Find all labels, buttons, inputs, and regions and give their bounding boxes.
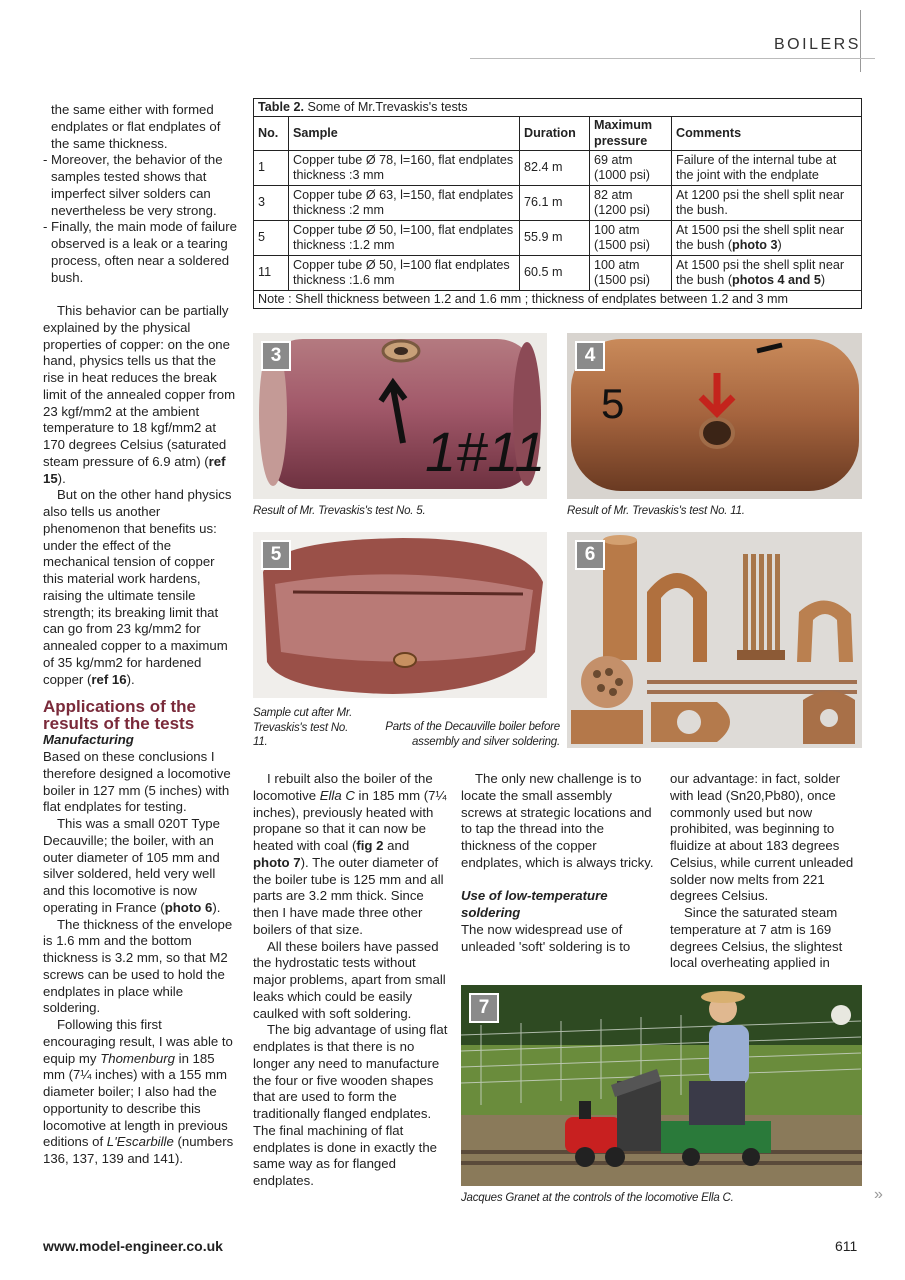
paragraph-thomenburg: Following this first encouraging result, I was able to equip my Thomenburg in 185 mm (7¼ inches) with a 155 mm diameter boiler; I also had the opportunity to describe this locomotive at length in previous editions of L'Escarbille (numbers 136, 137, 139 and 141).: [43, 1017, 234, 1166]
table-title-row: Table 2. Some of Mr.Trevaskis's tests: [254, 99, 862, 117]
copper-cylinder-image: [253, 333, 547, 499]
page-number: 611: [835, 1238, 858, 1254]
photo-number-badge: 5: [261, 540, 291, 570]
paragraph-unleaded: The now widespread use of unleaded 'soft' soldering is to: [461, 921, 631, 954]
bullet-behavior: - Moreover, the behavior of the samples tested shows that imperfect silver solders can nevertheless be very strong.: [43, 152, 223, 218]
section-header: BOILERS: [774, 36, 861, 53]
photo-3-caption: Result of Mr. Trevaskis's test No. 5.: [253, 505, 426, 517]
paragraph-behavior-explained: This behavior can be partially explained by the physical properties of copper: on the one hand, physics tells us that the rise in heat reduces the break limit of the annealed copper from 23 kgf/mm2 at the ambient temperature to 18 kgf/mm2 at 170 degrees Celsius (saturated steam pressure of 6.9 atm) (ref 15).: [43, 303, 236, 486]
paragraph-flat-endplates: The big advantage of using flat endplates is that there is no longer any need to manufacture the four or five wooden shapes that are used to form the traditionally flanged endplates. The final machining of flat endplates is done in exactly the same way as for flanged endplates.: [253, 1022, 448, 1188]
website-url: www.model-engineer.co.uk: [43, 1238, 223, 1254]
photo-5: [253, 532, 547, 698]
table-row: 1 Copper tube Ø 78, l=160, flat endplates thickness :3 mm 82.4 m 69 atm (1000 psi) Failure of the internal tube at the joint with the endplate: [254, 151, 862, 186]
cut-sample-image: [253, 532, 547, 698]
photo-number-badge: 4: [575, 341, 605, 371]
paragraph-hydrostatic: All these boilers have passed the hydrostatic tests without major problems, apart from small leaks which could be easily caulked with soft soldering.: [253, 938, 446, 1021]
table-row: 5 Copper tube Ø 50, l=100, flat endplates thickness :1.2 mm 55.9 m 100 atm (1500 psi) At 1500 psi the shell split near the bush (photo 3): [254, 221, 862, 256]
table-row: 11 Copper tube Ø 50, l=100 flat endplates thickness :1.6 mm 60.5 m 100 atm (1500 psi) At 1500 psi the shell split near the bush (photos 4 and 5): [254, 256, 862, 291]
photo-3: [253, 333, 547, 499]
table-row: 3 Copper tube Ø 63, l=150, flat endplates thickness :2 mm 76.1 m 82 atm (1200 psi) At 1200 psi the shell split near the bush.: [254, 186, 862, 221]
photo-4: [567, 333, 862, 499]
table-note-row: Note : Shell thickness between 1.2 and 1.6 mm ; thickness of endplates between 1.2 and 3 mm: [254, 291, 862, 309]
svg-text:5: 5: [601, 380, 625, 427]
copper-cylinder-image: [567, 333, 862, 499]
photo-6-caption: Parts of the Decauville boiler before assembly and silver soldering.: [385, 721, 560, 748]
paragraph-thickness: The thickness of the envelope is 1.6 mm and the bottom thickness is 3.2 mm, so that M2 screws can be used to hold the endplates in place while soldering.: [43, 916, 233, 1016]
subheading-low-temperature: Use of low-temperature soldering: [461, 888, 608, 920]
header-rule-horizontal: [470, 58, 875, 59]
locomotive-photo-image: [461, 985, 862, 1186]
column-1: [43, 102, 238, 1168]
section-heading: Applications of the results of the tests: [43, 697, 196, 734]
paragraph-decauville: This was a small 020T Type Decauville; the boiler, with an outer diameter of 105 mm and silver soldered, held very well and this locomotive is now operating in France (photo 6).: [43, 816, 221, 915]
paragraph-new-challenge: The only new challenge is to locate the small assembly screws at strategic locations and to tap the thread into the thickness of the copper endplates, which is always tricky.: [461, 771, 654, 870]
photo-4-caption: Result of Mr. Trevaskis's test No. 11.: [567, 505, 745, 517]
table-header-row: No. Sample Duration Maximum pressure Comments: [254, 117, 862, 151]
paragraph-saturated-steam: Since the saturated steam temperature at 7 atm is 169 degrees Celsius, the slightest local overheating applied in: [670, 905, 843, 971]
bullet-failure-mode: - Finally, the main mode of failure observed is a leak or a tearing process, often near a soldered bush.: [43, 219, 237, 285]
paragraph-solder-lead: our advantage: in fact, solder with lead (Sn20,Pb80), once commonly used but now prohibited, was beginning to fluidize at about 183 degrees Celsius, while current unleaded solder now melts from 221 degrees Celsius.: [670, 771, 854, 904]
photo-number-badge: 6: [575, 540, 605, 570]
boiler-parts-image: [567, 532, 862, 748]
photo-number-badge: 3: [261, 341, 291, 371]
photo-5-caption: Sample cut after Mr. Trevaskis's test No. 11.: [253, 707, 353, 748]
photo-7: [461, 985, 862, 1186]
subheading-manufacturing: Manufacturing: [43, 732, 134, 748]
paragraph-ella-c: I rebuilt also the boiler of the locomotive Ella C in 185 mm (7¼ inches), previously heated with propane so that it can now be heated with coal (fig 2 and photo 7). The outer diameter of the boiler tube is 125 mm and all parts are 3.2 mm thick. Since then I have made three other boilers of that size.: [253, 771, 447, 937]
photo-6: [567, 532, 862, 748]
photo-7-caption: Jacques Granet at the controls of the locomotive Ella C.: [461, 1192, 734, 1204]
paragraph-work-hardening: But on the other hand physics also tells us another phenomenon that benefits us: under the effect of the mechanical tension of copper this material work hardens, raising the ultimate tensile strength; its breaking limit that can go from 23 kg/mm2 for annealed copper to a maximum of 35 kg/mm2 for hardened copper (ref 16).: [43, 487, 232, 687]
column-3: [461, 771, 656, 955]
table-2: [253, 98, 862, 309]
column-4: [670, 771, 865, 972]
column-2: [253, 771, 448, 1190]
col1-continued-text: the same either with formed endplates or flat endplates of the same thickness.: [51, 102, 221, 151]
paragraph-conclusions: Based on these conclusions I therefore designed a locomotive boiler in 127 mm (5 inches) with flat endplates for testing.: [43, 749, 231, 815]
continue-mark: »: [874, 1186, 883, 1203]
photo-number-badge: 7: [469, 993, 499, 1023]
svg-text:1#11: 1#11: [425, 420, 546, 483]
